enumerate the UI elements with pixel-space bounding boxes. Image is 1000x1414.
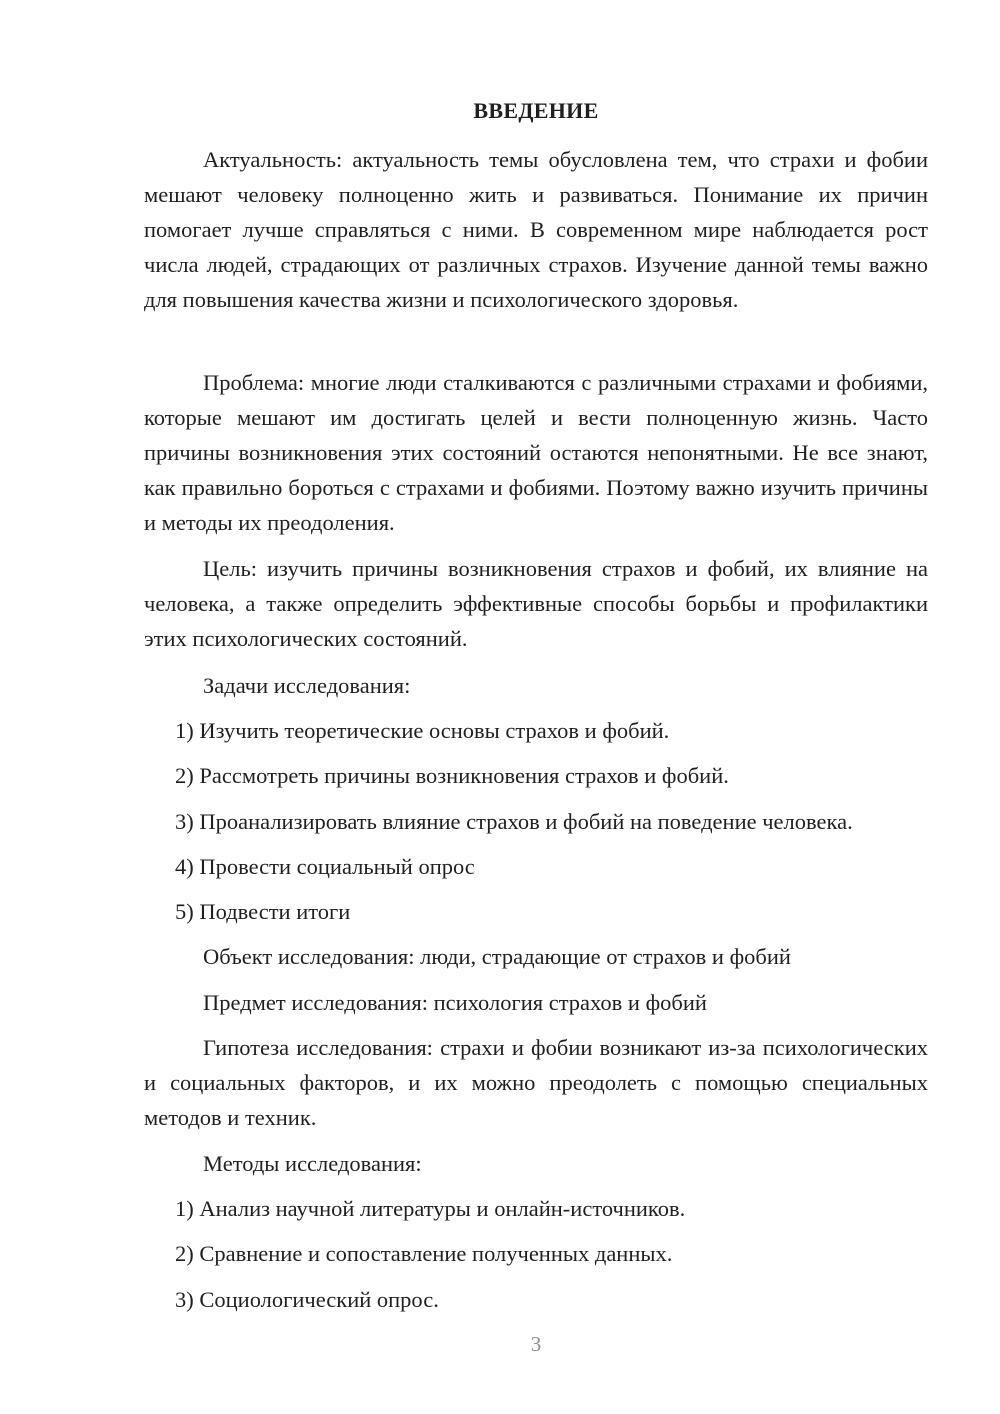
page-number: 3 bbox=[530, 1332, 542, 1356]
research-object: Объект исследования: люди, страдающие от страхов и фобий bbox=[203, 944, 791, 969]
task-item: 3) Проанализировать влияние страхов и фобий на поведение человека. bbox=[175, 809, 853, 834]
method-item: 3) Социологический опрос. bbox=[175, 1287, 439, 1312]
method-item: 2) Сравнение и сопоставление полученных данных. bbox=[175, 1241, 673, 1266]
research-subject: Предмет исследования: психология страхов и фобий bbox=[203, 990, 707, 1015]
goal-paragraph: Цель: изучить причины возникновения страхов и фобий, их влияние на человека, а также определить эффективные способы борьбы и профилактики этих психологических состояний. bbox=[144, 556, 928, 651]
method-item: 1) Анализ научной литературы и онлайн-источников. bbox=[175, 1196, 686, 1221]
task-item: 2) Рассмотреть причины возникновения страхов и фобий. bbox=[175, 763, 729, 788]
section-title: ВВЕДЕНИЕ bbox=[473, 98, 599, 123]
tasks-heading: Задачи исследования: bbox=[203, 673, 411, 698]
relevance-paragraph: Актуальность: актуальность темы обусловлена тем, что страхи и фобии мешают человеку полноценно жить и развиваться. Понимание их причин помогает лучше справляться с ними. В современном мире наблюдается рост числа людей, страдающих от различных страхов. Изучение данной темы важно для повышения качества жизни и психологического здоровья. bbox=[144, 147, 928, 312]
task-item: 1) Изучить теоретические основы страхов и фобий. bbox=[175, 718, 670, 743]
hypothesis-paragraph: Гипотеза исследования: страхи и фобии возникают из-за психологических и социальных факторов, и их можно преодолеть с помощью специальных методов и техник. bbox=[144, 1035, 928, 1130]
task-item: 4) Провести социальный опрос bbox=[175, 854, 475, 879]
methods-heading: Методы исследования: bbox=[203, 1151, 422, 1176]
problem-paragraph: Проблема: многие люди сталкиваются с различными страхами и фобиями, которые мешают им достигать целей и вести полноценную жизнь. Часто причины возникновения этих состояний остаются непонятными. Не все знают, как правильно бороться с страхами и фобиями. Поэтому важно изучить причины и методы их преодоления. bbox=[144, 370, 928, 535]
task-item: 5) Подвести итоги bbox=[175, 899, 351, 924]
